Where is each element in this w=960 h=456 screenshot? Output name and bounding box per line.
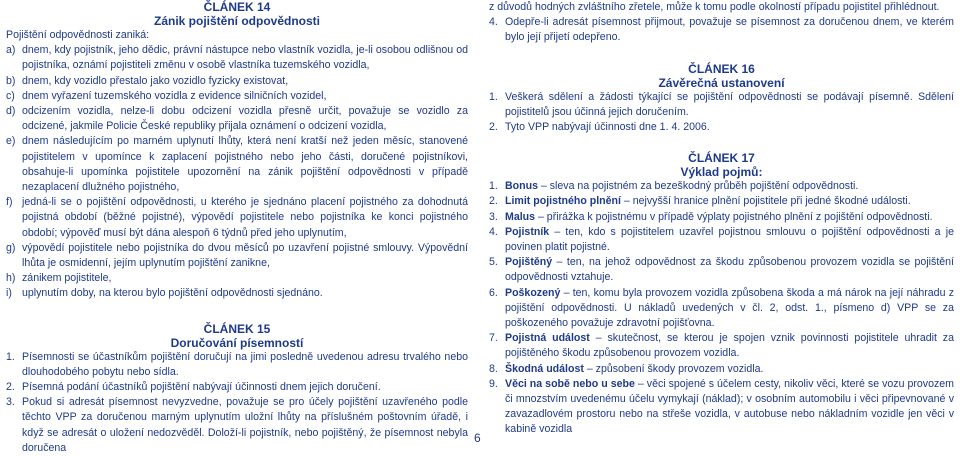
term-label: Limit pojistného plnění [505,195,621,208]
list-item [6,241,468,271]
article-16-subtitle: Závěrečná ustanovení [658,75,785,90]
article-15-title: ČLÁNEK 15 [203,321,271,336]
term-label: Pojistná událost [505,332,590,345]
term-label: Bonus [505,180,538,193]
list-marker: c) [6,89,15,102]
list-text: Písemná podání účastníků pojištění nabývají účinnosti dnem jejich doručení. [22,381,381,394]
list-marker: 2. [6,381,15,394]
list-item [489,194,954,209]
list-text: – skutečnost, se kterou je spojen vznik povinnosti pojistitele uhradit za pojištěného škodu způsobenou provozem vozidla. [505,332,954,360]
list-item [6,395,468,456]
list-marker: d) [6,105,16,118]
list-marker: 3. [489,210,498,223]
article-17-subtitle: Výklad pojmů: [680,165,763,180]
list-item [489,210,954,225]
list-text: dnem následujícím po marném uplynutí lhůty, která není kratší než jeden měsíc, stanovené pojistitelem v upomínce k zaplacení pojistného nebo jeho části, doručené pojistníkovi, obsahuje-li upomínka pojistitele upozornění na zánik pojištění odpovědnosti v případě nezaplacení dlužného pojistného, [22,135,468,194]
list-text: Veškerá sdělení a žádosti týkající se pojištění odpovědnosti se podávají písemně. Sdělení pojistitelů jsou účinná jejich doručením. [505,90,954,118]
list-text: Tyto VPP nabývají účinnosti dne 1. 4. 2006. [505,121,710,134]
article-15-subtitle: Doručování písemností [170,335,304,350]
list-item [489,331,954,361]
list-text: – nejvyšší hranice plnění pojistitele při jedné škodné události. [620,195,911,208]
article-14-intro: Pojištění odpovědnosti zaniká: [6,29,150,41]
list-text: dnem, kdy pojistník, jeho dědic, právní nástupce nebo vlastník vozidla, je-li osobou odlišnou od pojistníka, oznámí pojistiteli změnu v osobě vlastníka tuzemského vozidla, [22,44,468,72]
list-item [489,286,954,332]
article-15-list [6,350,468,456]
continued-paragraph: z důvodů hodných zvláštního zřetele, může k tomu podle okolností případu pojistitel přihlédnout. [489,1,940,13]
article-14-list [6,43,468,301]
list-text: výpovědí pojistitele nebo pojistníka do dvou měsíců po uzavření pojistné smlouvy. Výpovědní lhůta je osmidenní, jejím uplynutím pojištění zanikne, [22,241,468,270]
list-item [6,89,468,104]
list-item [6,380,468,395]
term-label: Poškozený [505,286,561,299]
list-text: – ten, kdo s pojistitelem uzavřel pojistnou smlouvu o pojištění odpovědnosti a je povinen platit pojistné. [505,225,954,254]
list-text: – ten, na jehož odpovědnost za škodu způsobenou provozem vozidla se pojištění odpovědnosti vztahuje. [505,256,954,284]
list-marker: i) [6,287,12,300]
term-label: Pojistník [505,225,550,238]
list-marker: g) [6,241,16,254]
term-label: Věci na sobě nebo u sebe [505,377,635,390]
page-number: 6 [474,431,481,445]
list-item [489,225,954,255]
list-marker: a) [6,44,16,57]
list-marker: 9. [489,377,498,390]
list-text: Písemnosti se účastníkům pojištění doručují na jimi posledně uvedenou adresu trvalého nebo dlouhodobého pobytu nebo sídla. [22,350,468,378]
list-marker: 7. [489,332,498,345]
list-marker: 2. [489,121,498,134]
list-item [489,179,954,194]
list-text: odcizením vozidla, nelze-li dobu odcizení vozidla přesně určit, považuje se vozidlo za odcizené, jakmile Policie České republiky přijala oznámení o odcizení vozidla, [22,105,468,133]
article-14-subtitle: Zánik pojištění odpovědnosti [153,14,320,28]
list-marker: 3. [6,396,15,409]
list-item [489,120,954,135]
article-16-title: ČLÁNEK 16 [688,61,755,76]
article-17-list [489,179,954,437]
list-marker: e) [6,135,16,148]
list-marker: 6. [489,286,498,299]
term-label: Malus [505,210,536,223]
list-item [6,43,468,73]
list-marker: 8. [489,362,498,375]
left-column [6,0,468,456]
article-16-list [489,90,954,136]
list-text: – ten, komu byla provozem vozidla způsobena škoda a má nárok na její náhradu z pojištění odpovědnosti. U nákladů uvedených v čl. 2, odst. 1., písmeno d) VPP se za poškozeného považuje zdravotní pojišťovna. [505,286,954,330]
list-marker: f) [6,196,13,209]
list-item [489,362,954,377]
article-17-title: ČLÁNEK 17 [688,151,755,166]
list-item [6,195,468,241]
list-text: dnem, kdy vozidlo přestalo jako vozidlo fyzicky existovat, [22,74,289,87]
list-item [6,286,468,301]
list-item [6,134,468,195]
list-text: Odepře-li adresát písemnost přijmout, považuje se písemnost za doručenou dnem, ve kterém bylo její přijetí odepřeno. [505,16,954,44]
term-label: Pojištěný [505,256,553,269]
list-text: – přirážka k pojistnému v případě výplaty pojistného plnění z pojištění odpovědnosti. [535,210,933,223]
list-marker: 4. [489,225,498,238]
list-item [489,90,954,120]
list-text: zánikem pojistitele, [22,272,112,285]
list-marker: b) [6,74,16,87]
list-marker: 1. [489,180,498,193]
list-item [6,350,468,380]
list-text: uplynutím doby, na kterou bylo pojištění odpovědnosti sjednáno. [22,287,323,300]
list-marker: 5. [489,256,498,269]
term-label: Škodná událost [505,362,584,375]
list-item [6,271,468,286]
list-marker: h) [6,272,16,285]
list-text: – věci spojené s účelem cesty, nikoliv věci, které se vozu provozem či mnozstvím uvedenému účelu vymykají (náklad); v osobním automobilu i věci připevnované v zavazadlovém prostoru nebo na střeše vozidla, v autobuse nebo nákladním vozidle jen věci v kabině vozidla [505,377,954,436]
list-item [489,255,954,285]
list-text: – způsobení škody provozem vozidla. [583,362,764,375]
list-text: dnem vyřazení tuzemského vozidla z evidence silničních vozidel, [22,89,327,102]
list-item [6,104,468,134]
article-14-title: ČLÁNEK 14 [203,0,271,14]
list-item [6,74,468,89]
list-marker: 1. [489,90,498,103]
list-marker: 4. [489,16,498,29]
list-marker: 2. [489,195,498,208]
list-item [489,377,954,438]
list-marker: 1. [6,350,15,363]
list-text: jedná-li se o pojištění odpovědnosti, u kterého je sjednáno placení pojistného za dohodnutá pojistná období (běžné pojistné), výpovědí pojistitele nebo pojistníka ke konci pojistného období; výpověď musí být dána alespoň 6 týdnů před jeho uplynutím, [22,196,468,239]
list-text: Pokud si adresát písemnost nevyzvedne, považuje se pro účely pojištění uzavřeného podle těchto VPP za doručenou marným uplynutím uložní lhůty na příslušném poštovním úřadě, i když se adresát o uložení nedozvěděl. Doloží-li pojistník, nebo pojištěný, že písemnost nebyla doručena [22,396,468,454]
list-item [489,15,954,45]
right-column [489,0,954,438]
list-text: – sleva na pojistném za bezeškodný průběh pojištění odpovědnosti. [537,180,859,193]
